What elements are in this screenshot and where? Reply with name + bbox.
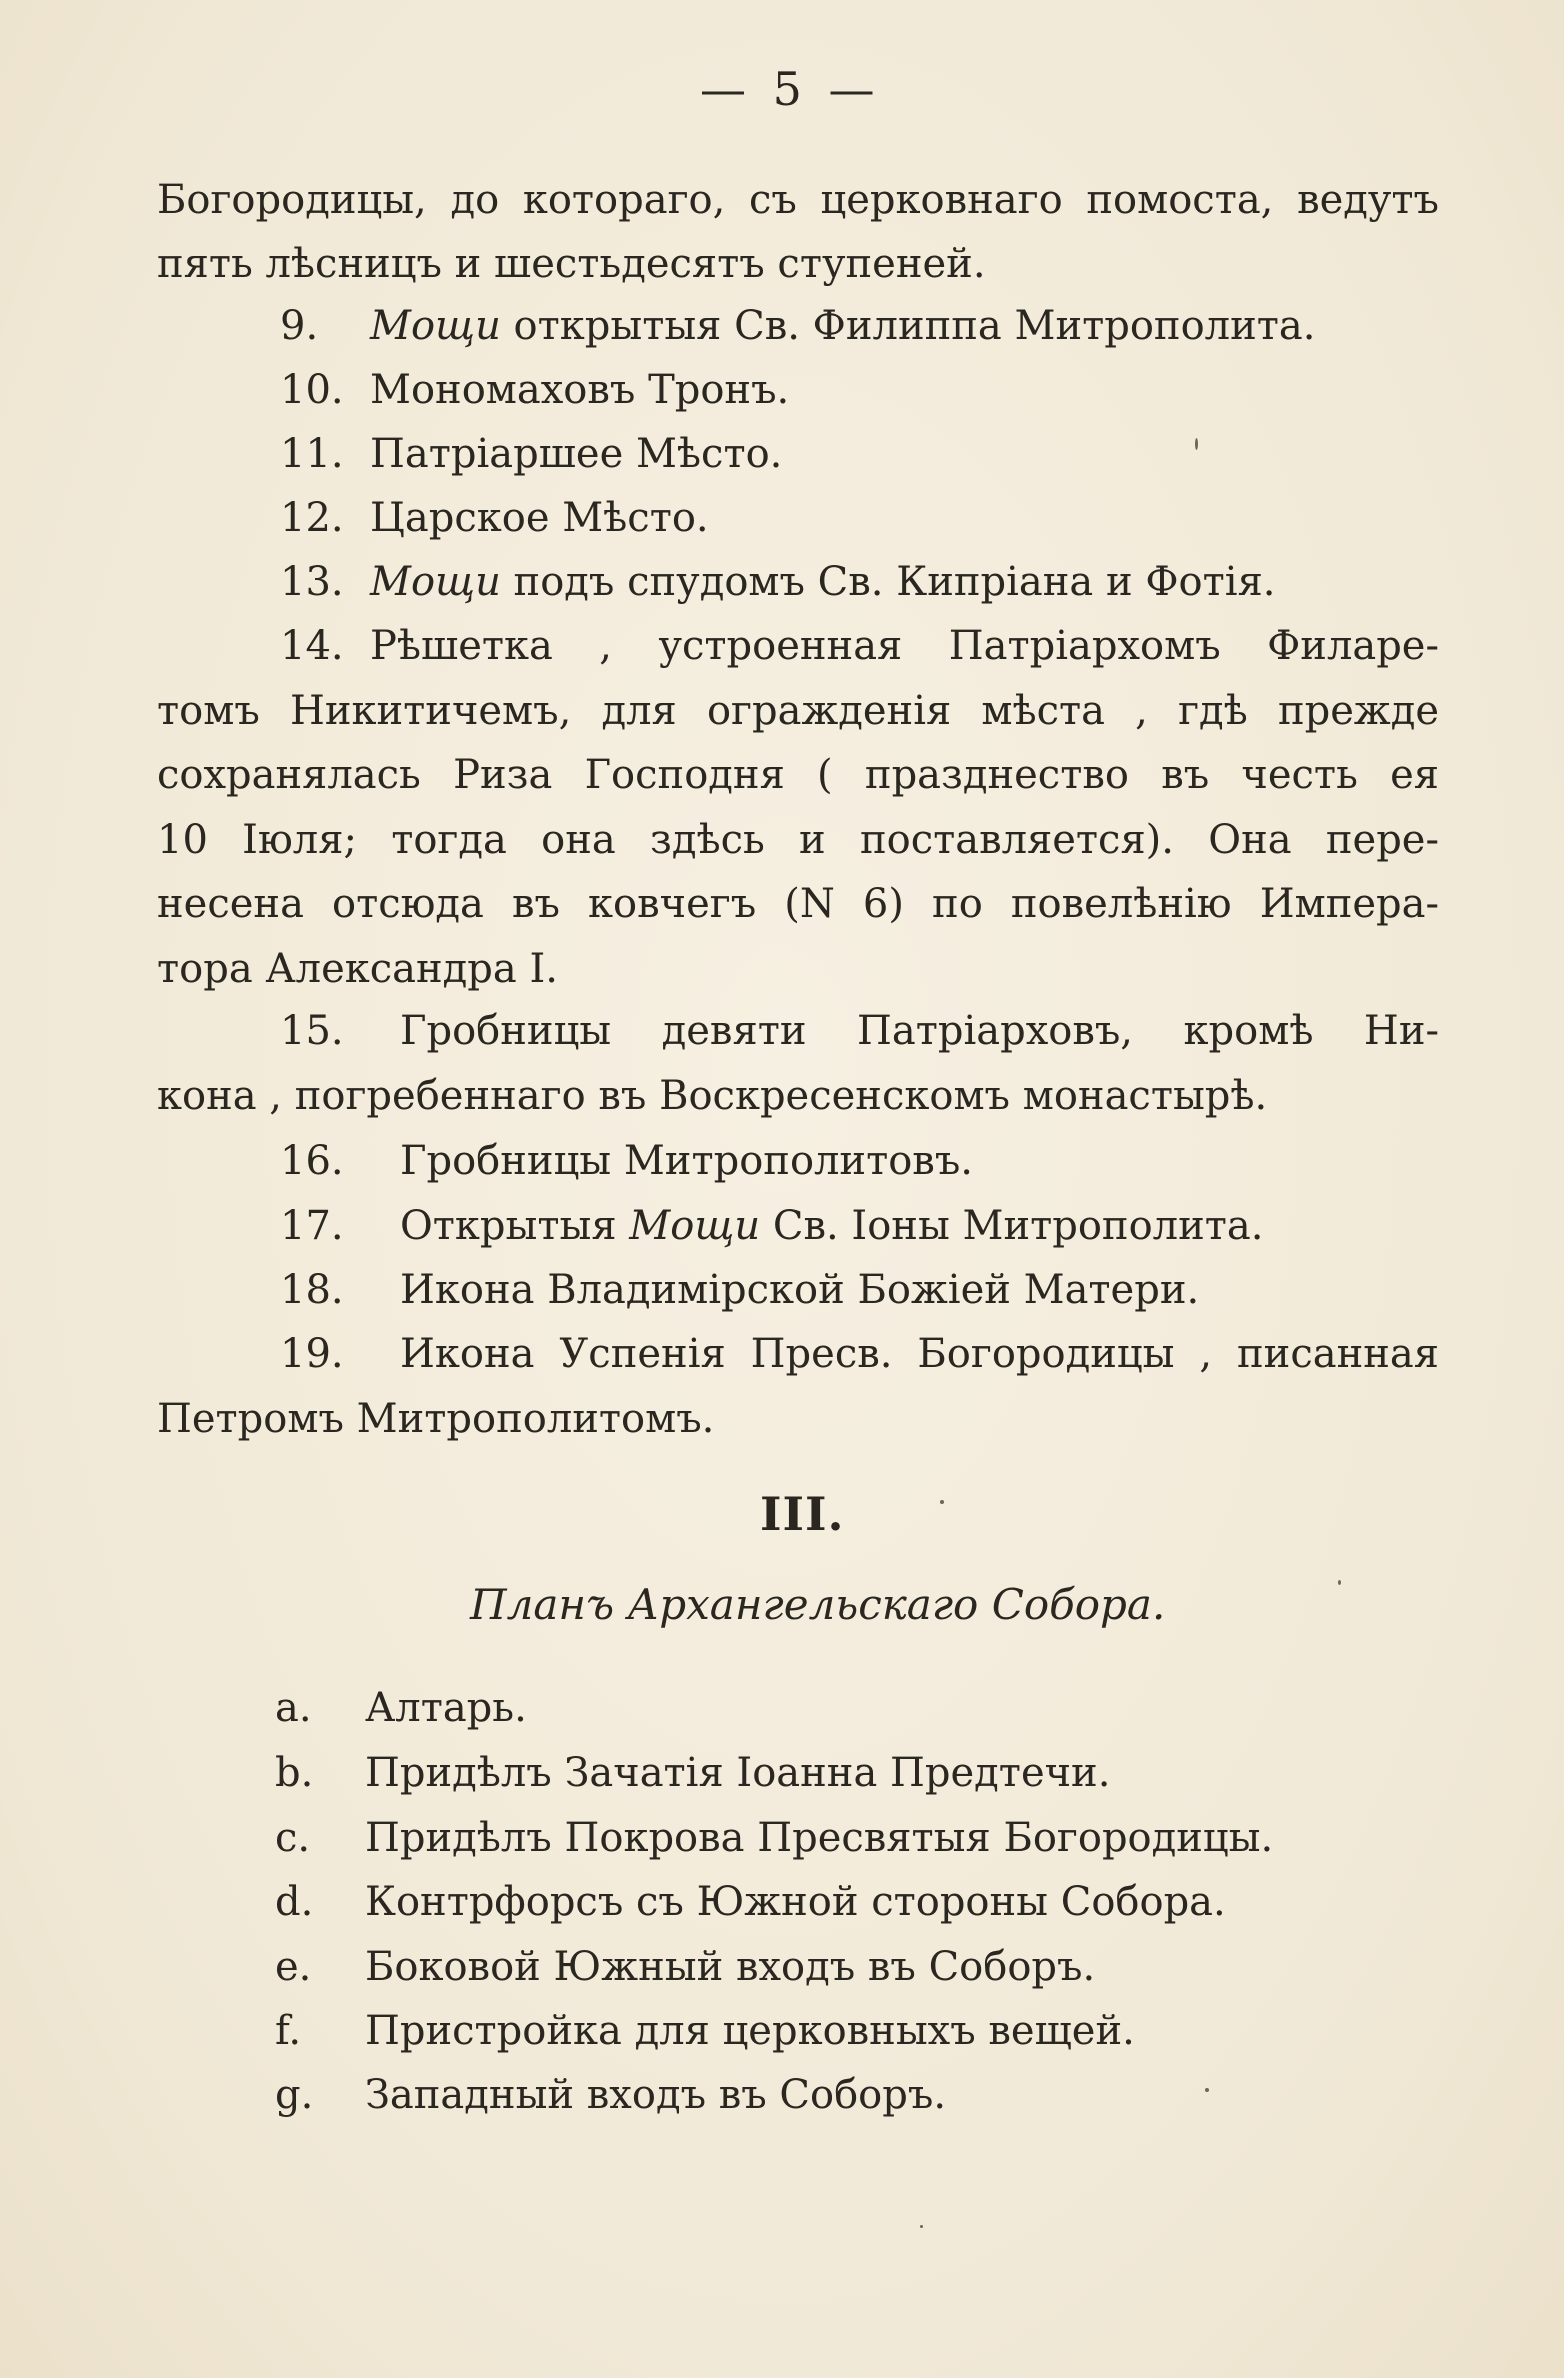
- item-text-line: [370, 303, 1316, 349]
- paper-speck: [1205, 2088, 1209, 2092]
- item-text-line: [400, 1138, 973, 1184]
- legend-text: Боковой Южный входъ въ Соборъ.: [365, 1944, 1096, 1990]
- paper-speck: [940, 1500, 944, 1504]
- text-run: открытыя Св. Филиппа Митрополита.: [500, 303, 1316, 349]
- item-text-line: [157, 687, 1439, 734]
- text-run: Открытыя: [400, 1203, 630, 1249]
- legend-text: Придѣлъ Покрова Пресвятыя Богородицы.: [365, 1815, 1274, 1861]
- legend-text: Алтарь.: [365, 1685, 527, 1731]
- italic-text: Мощи: [370, 303, 501, 349]
- page-number: — 5 —: [700, 62, 881, 116]
- italic-text: Мощи: [629, 1203, 761, 1249]
- text-run: сохранялась Риза Господня ( празднество въ честь ея: [157, 752, 1439, 798]
- legend-text: Западный входъ въ Соборъ.: [365, 2072, 947, 2118]
- item-text-line: [370, 495, 709, 541]
- section-number: III.: [760, 1487, 845, 1541]
- item-number: 13.: [280, 559, 344, 605]
- paper-speck: [1338, 1580, 1341, 1585]
- item-text-line: [400, 1203, 1264, 1249]
- text-run: несена отсюда въ ковчегъ (N 6) по повелѣнію Импера-: [157, 881, 1439, 927]
- item-text-line: [370, 431, 783, 477]
- item-text-line: [370, 623, 1439, 669]
- paper-speck: [920, 2225, 923, 2228]
- legend-letter: g.: [275, 2072, 314, 2118]
- text-run: Рѣшетка , устроенная Патріархомъ Филаре-: [370, 623, 1439, 669]
- text-run: Патріаршее Мѣсто.: [370, 431, 783, 477]
- legend-text: Придѣлъ Зачатія Іоанна Предтечи.: [365, 1750, 1111, 1796]
- item-number: 9.: [280, 303, 319, 349]
- paper-speck: [1195, 438, 1198, 450]
- item-number: 14.: [280, 623, 344, 669]
- item-number: 12.: [280, 495, 344, 541]
- item-text-line: [157, 945, 558, 992]
- intro-line: Богородицы, до котораго, съ церковнаго помоста, ведутъ: [157, 177, 1439, 223]
- text-run: Царское Мѣсто.: [370, 495, 709, 541]
- text-run: Икона Успенія Пресв. Богородицы , писанная: [400, 1331, 1439, 1377]
- legend-letter: a.: [275, 1685, 312, 1731]
- item-text-line: [157, 752, 1439, 798]
- item-number: 15.: [280, 1008, 344, 1054]
- text-run: Св. Іоны Митрополита.: [760, 1203, 1264, 1249]
- item-number: 10.: [280, 367, 344, 413]
- legend-letter: e.: [275, 1944, 312, 1990]
- legend-text: Контрфорсъ съ Южной стороны Собора.: [365, 1879, 1226, 1925]
- item-text-line: [157, 1395, 715, 1442]
- legend-letter: b.: [275, 1750, 314, 1796]
- item-number: 16.: [280, 1138, 344, 1184]
- section-title: Планъ Архангельскаго Собора.: [470, 1580, 1166, 1629]
- item-text-line: [157, 881, 1439, 927]
- item-number: 11.: [280, 431, 344, 477]
- intro-line: пять лѣсницъ и шестьдесятъ ступеней.: [157, 241, 986, 287]
- text-run: Гробницы девяти Патріарховъ, кромѣ Ни-: [400, 1008, 1439, 1054]
- text-run: томъ Никитичемъ, для огражденія мѣста , гдѣ прежде: [157, 687, 1439, 734]
- item-number: 17.: [280, 1203, 344, 1249]
- item-text-line: [400, 1008, 1439, 1054]
- legend-letter: f.: [275, 2008, 302, 2054]
- text-run: тора Александра I.: [157, 945, 558, 992]
- item-text-line: [157, 1072, 1268, 1119]
- text-run: Гробницы Митрополитовъ.: [400, 1138, 973, 1184]
- legend-letter: d.: [275, 1879, 314, 1925]
- italic-text: Мощи: [370, 559, 501, 605]
- item-text-line: [157, 816, 1439, 863]
- item-number: 19.: [280, 1331, 344, 1377]
- legend-text: Пристройка для церковныхъ вещей.: [365, 2008, 1135, 2054]
- item-text-line: [400, 1331, 1439, 1377]
- text-run: кона , погребеннаго въ Воскресенскомъ монастырѣ.: [157, 1072, 1268, 1119]
- text-run: Мономаховъ Тронъ.: [370, 367, 790, 413]
- text-run: Икона Владимірской Божіей Матери.: [400, 1267, 1200, 1313]
- text-run: Петромъ Митрополитомъ.: [157, 1395, 715, 1442]
- item-number: 18.: [280, 1267, 344, 1313]
- text-run: 10 Іюля; тогда она здѣсь и поставляется). Она пере-: [157, 816, 1439, 863]
- item-text-line: [370, 367, 790, 413]
- item-text-line: [370, 559, 1276, 605]
- item-text-line: [400, 1267, 1200, 1313]
- legend-letter: c.: [275, 1815, 311, 1861]
- text-run: подъ спудомъ Св. Кипріана и Фотія.: [500, 559, 1276, 605]
